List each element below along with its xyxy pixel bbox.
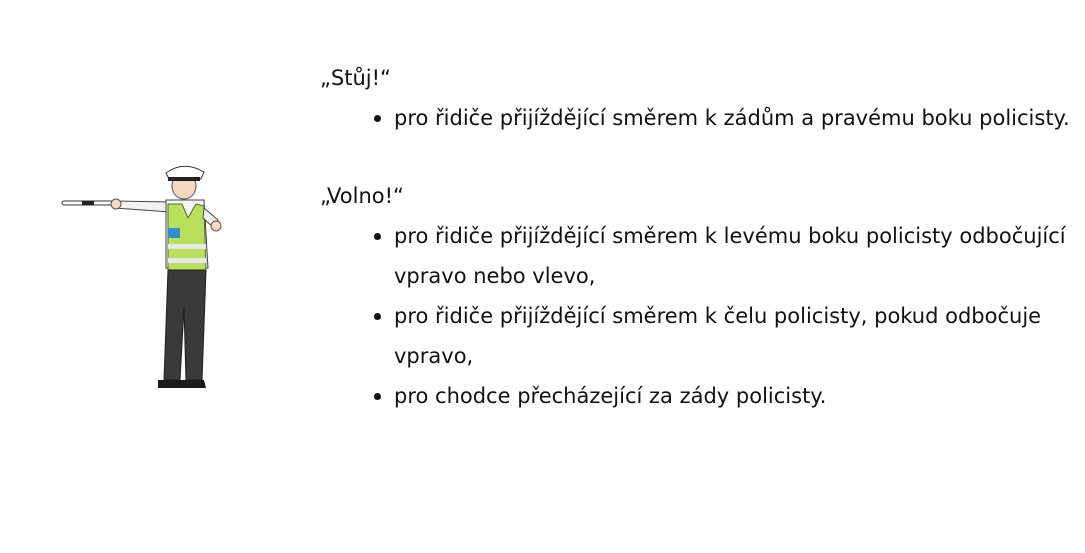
stop-signal-list <box>320 98 1070 138</box>
baton-stripe <box>82 201 94 205</box>
signal-heading-go: „Volno!“ <box>320 184 404 208</box>
section-gap <box>320 138 1070 176</box>
list-item: pro chodce přecházející za zády policisty. <box>394 376 1070 416</box>
back-hand <box>211 221 221 231</box>
list-item: pro řidiče přijíždějící směrem k čelu policisty, pokud odbočuje vpravo, <box>394 296 1070 376</box>
vest-stripe <box>168 244 206 249</box>
go-signal-list <box>320 216 1070 416</box>
vest-stripe <box>168 258 206 263</box>
list-item: pro řidiče přijíždějící směrem k levému boku policisty odbočující vpravo nebo vlevo, <box>394 216 1070 296</box>
trousers <box>164 270 206 380</box>
shoe <box>182 380 206 388</box>
shoe <box>158 380 186 388</box>
cap-band <box>168 177 200 181</box>
police-officer-traffic-signal-icon <box>58 158 228 398</box>
signal-heading-stop: „Stůj!“ <box>320 66 391 90</box>
outstretched-arm <box>114 201 170 212</box>
hand <box>111 199 121 209</box>
police-officer-illustration <box>58 158 228 398</box>
signals-text <box>320 58 1070 416</box>
police-badge-icon <box>168 228 180 238</box>
list-item: pro řidiče přijíždějící směrem k zádům a pravému boku policisty. <box>394 98 1070 138</box>
